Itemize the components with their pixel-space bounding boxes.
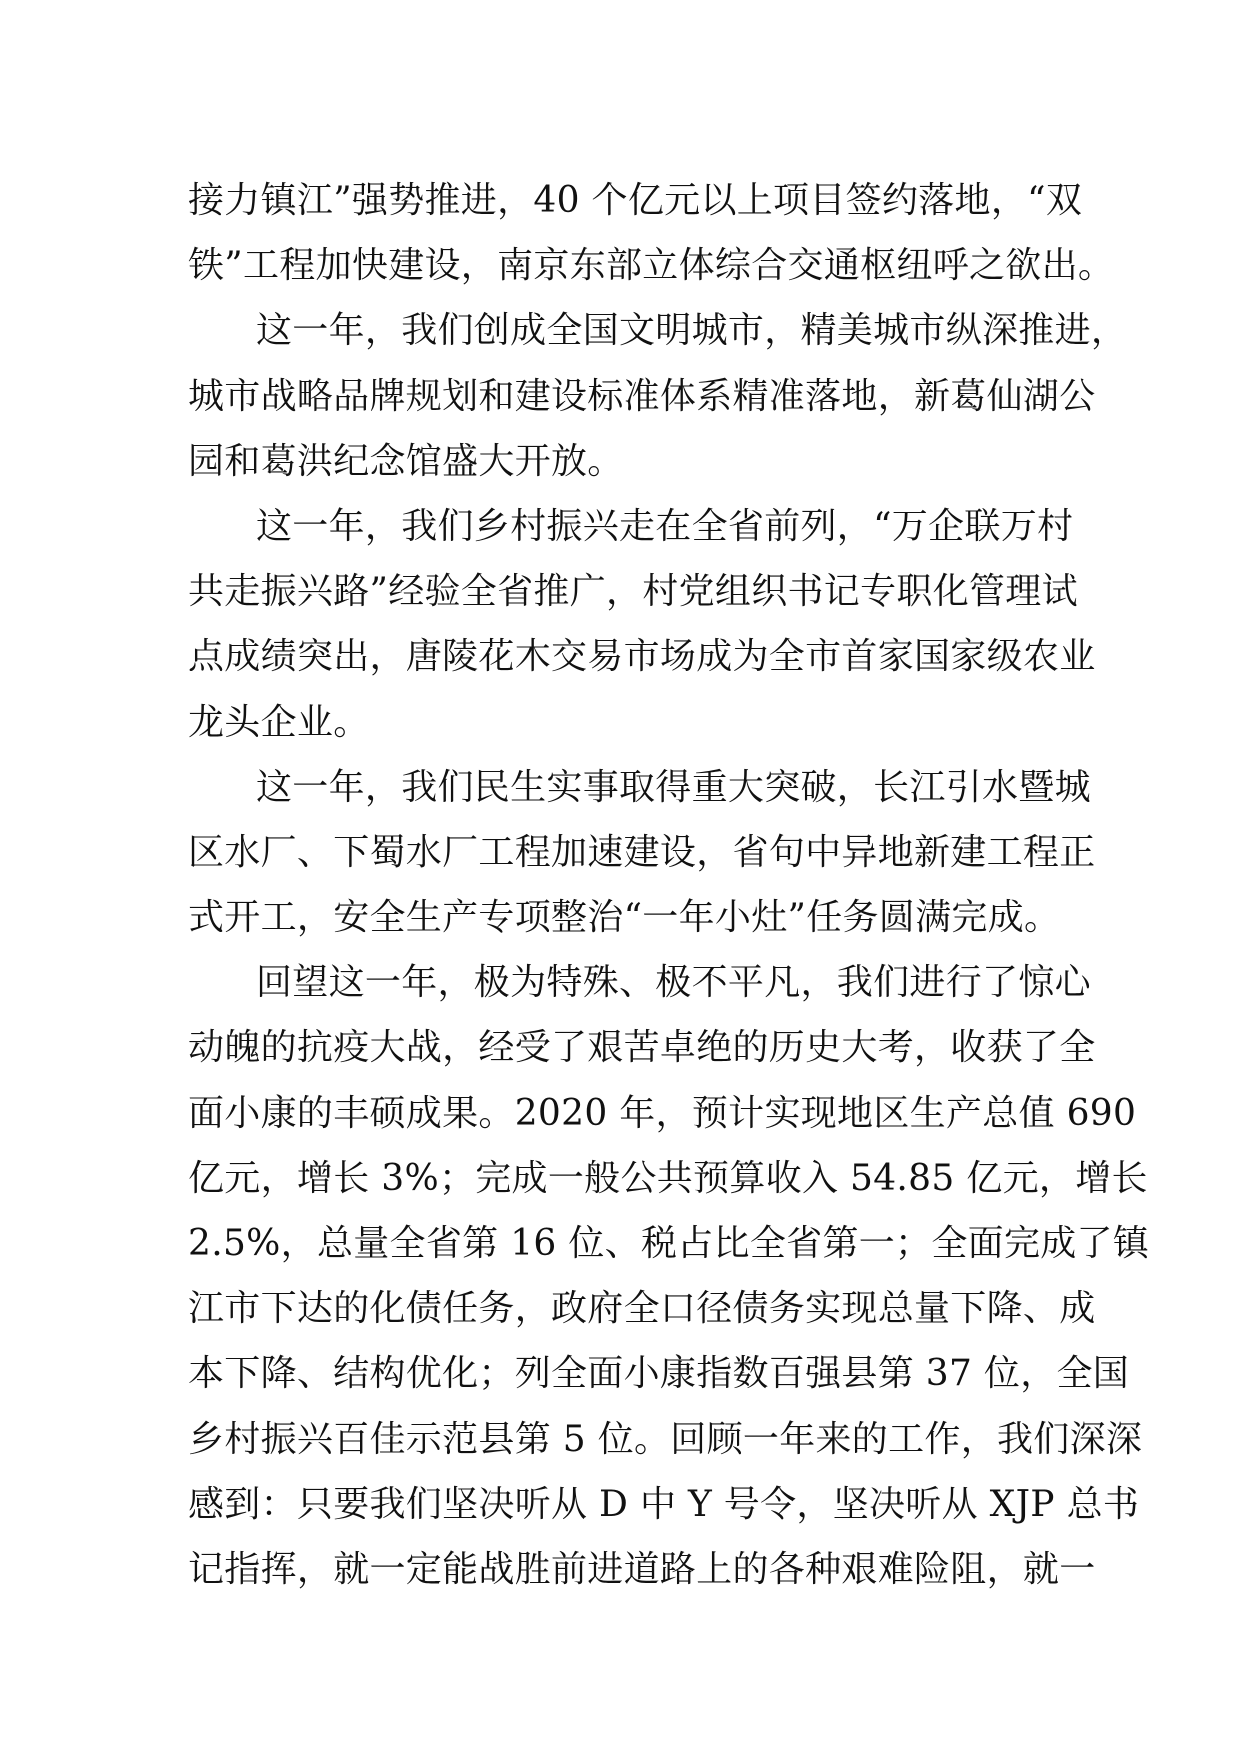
- paragraph-start-line: 回望这一年，极为特殊、极不平凡，我们进行了惊心: [256, 962, 1091, 1004]
- text-line: 感到：只要我们坚决听从 D 中 Y 号令，坚决听从 XJP 总书: [188, 1483, 1140, 1525]
- text-line: 江市下达的化债任务，政府全口径债务实现总量下降、成: [188, 1288, 1096, 1330]
- text-line: 2.5%，总量全省第 16 位、税占比全省第一；全面完成了镇: [188, 1223, 1150, 1264]
- paragraph-start-line: 这一年，我们民生实事取得重大突破，长江引水暨城: [256, 766, 1091, 808]
- text-line: 接力镇江”强势推进，40 个亿元以上项目签约落地，“双: [188, 180, 1083, 221]
- text-line: 亿元，增长 3%；完成一般公共预算收入 54.85 亿元，增长: [188, 1157, 1148, 1199]
- text-line: 乡村振兴百佳示范县第 5 位。回顾一年来的工作，我们深深: [188, 1418, 1143, 1460]
- text-line: 共走振兴路”经验全省推广，村党组织书记专职化管理试: [188, 571, 1078, 613]
- text-line: 铁”工程加快建设，南京东部立体综合交通枢纽呼之欲出。: [188, 245, 1115, 287]
- text-line: 龙头企业。: [188, 701, 370, 743]
- text-line: 城市战略品牌规划和建设标准体系精准落地，新葛仙湖公: [188, 375, 1096, 417]
- text-line: 式开工，安全生产专项整治“一年小灶”任务圆满完成。: [188, 897, 1061, 939]
- text-line: 区水厂、下蜀水厂工程加速建设，省句中异地新建工程正: [188, 831, 1096, 873]
- text-line: 本下降、结构优化；列全面小康指数百强县第 37 位，全国: [188, 1353, 1130, 1395]
- paragraph-start-line: 这一年，我们乡村振兴走在全省前列，“万企联万村: [256, 505, 1074, 547]
- text-line: 点成绩突出，唐陵花木交易市场成为全市首家国家级农业: [188, 636, 1096, 678]
- text-line: 动魄的抗疫大战，经受了艰苦卓绝的历史大考，收获了全: [188, 1027, 1096, 1069]
- text-line: 记指挥，就一定能战胜前进道路上的各种艰难险阻，就一: [188, 1548, 1096, 1590]
- body-text: [188, 168, 1150, 1602]
- paragraph-start-line: 这一年，我们创成全国文明城市，精美城市纵深推进，: [256, 310, 1128, 352]
- text-line: 园和葛洪纪念馆盛大开放。: [188, 440, 624, 482]
- text-line: 面小康的丰硕成果。2020 年，预计实现地区生产总值 690: [188, 1092, 1137, 1134]
